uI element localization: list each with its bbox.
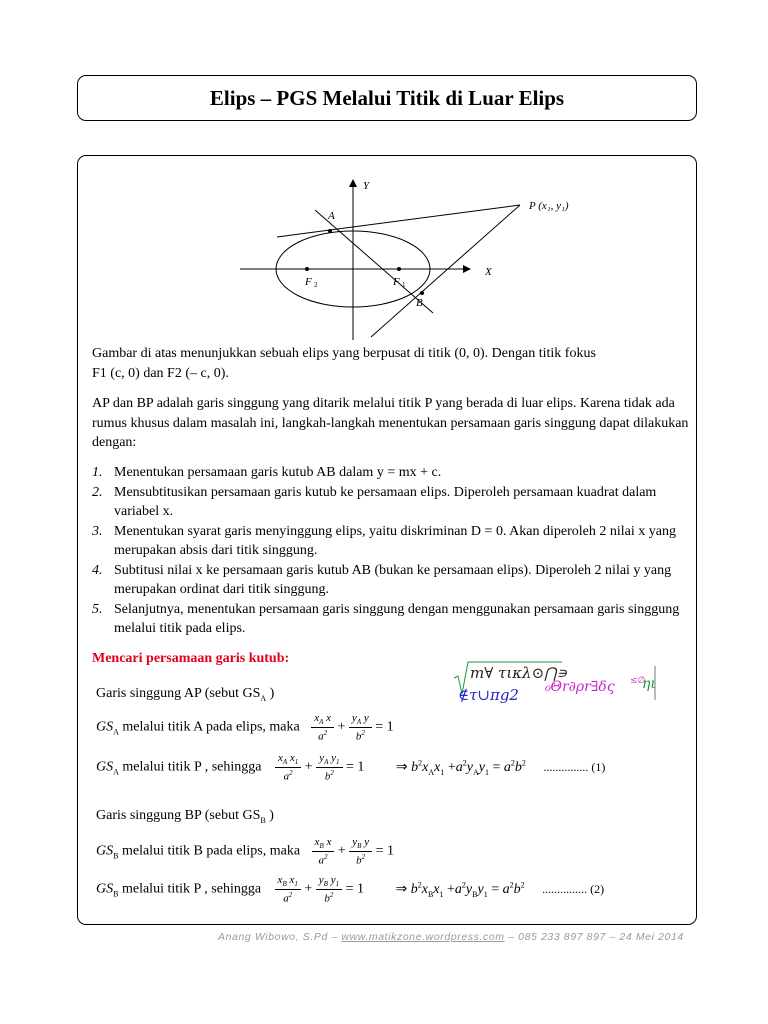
ap-intro: Garis singgung AP (sebut $GS_A$ )	[96, 686, 275, 703]
garbled-formula-image	[452, 658, 660, 704]
point-b	[420, 291, 424, 295]
list-item: 3. Menentukan syarat garis menyinggung elips, yaitu diskriminan D = 0. Akan diperoleh 2 nilai x yang merupakan absis dari titik singgung.	[92, 523, 676, 558]
label-b: B	[416, 297, 423, 309]
bp-line-1: $GS_B$ melalui titik B pada elips, maka $\frac{x_B x}{a^2}$ + $\frac{y_B y}{b^2}$ = 1	[96, 836, 394, 867]
bp-intro: Garis singgung BP (sebut $GS_B$ )	[96, 808, 274, 825]
label-y: Y	[363, 180, 370, 192]
intro-paragraph	[92, 344, 692, 383]
svg-text:≤∅: ≤∅	[630, 676, 646, 686]
label-f1-sub: 1	[402, 281, 406, 289]
ap-line-1: $GS_A$ melalui titik A pada elips, maka $\frac{x_A x}{a^2}$ + $\frac{y_A y}{b^2}$ = 1	[96, 712, 394, 743]
svg-text:m∀ τικλ⊙⋂∍: m∀ τικλ⊙⋂∍	[470, 664, 568, 682]
section-heading: Mencari persamaan garis kutub:	[92, 651, 290, 666]
point-a	[328, 229, 332, 233]
label-a: A	[328, 210, 335, 222]
tangent-ap	[277, 205, 520, 237]
list-item: 2. Mensubtitusikan persamaan garis kutub ke persamaan elips. Diperoleh persamaan kuadrat dalam variabel x.	[92, 484, 657, 519]
label-x: X	[485, 266, 492, 278]
ap-line-2: $GS_A$ melalui titik P , sehingga $\frac{x_A x_1}{a^2}$ + $\frac{y_A y_1}{b^2}$ = 1 ⇒ $b^2x_Ax_1 +a^2y_Ay_1 = a^2b^2$ ............... (1)	[96, 752, 606, 783]
svg-text:ηι: ηι	[642, 676, 656, 692]
footer: Anang Wibowo, S.Pd – www.matikzone.wordpress.com – 085 233 897 897 – 24 Mei 2014	[218, 931, 684, 943]
ellipse-figure	[235, 175, 569, 345]
tangent-bp	[371, 205, 520, 337]
y-axis-arrow	[349, 179, 357, 187]
label-f2-sub: 2	[314, 281, 318, 289]
focus-f1	[397, 267, 401, 271]
list-item: 4. Subtitusi nilai x ke persamaan garis kutub AB (bukan ke persamaan elips). Diperoleh 2 nilai y yang merupakan ordinat dari titik singgung.	[92, 562, 672, 597]
x-axis-arrow	[463, 265, 471, 273]
intro-line-1: Gambar di atas menunjukkan sebuah elips yang berpusat di titik (0, 0). Dengan titik fokus	[92, 346, 596, 361]
page-title: Elips – PGS Melalui Titik di Luar Elips	[209, 85, 565, 110]
intro-line-2: F1 (c, 0) dan F2 (– c, 0).	[92, 365, 229, 381]
svg-text:∉τ∪πg2: ∉τ∪πg2	[458, 686, 519, 704]
tangent-paragraph: AP dan BP adalah garis singgung yang ditarik melalui titik P yang berada di luar elips. Karena tidak ada rumus khusus dalam masalah ini, langkah-langkah menentukan persamaan garis singgung dapat dilakukan dengan:	[92, 396, 689, 450]
list-item: 5. Selanjutnya, menentukan persamaan garis singgung dengan menggunakan persamaan garis singgung melalui titik pada elips.	[92, 601, 680, 636]
footer-link[interactable]: www.matikzone.wordpress.com	[341, 931, 505, 943]
steps-list	[92, 463, 692, 639]
label-f2: F	[305, 276, 312, 288]
bp-line-2: $GS_B$ melalui titik P , sehingga $\frac{x_B x_1}{a^2}$ + $\frac{y_B y_1}{b^2}$ = 1 ⇒ $b^2x_Bx_1 +a^2y_By_1 = a^2b^2$ ............... (2)	[96, 874, 605, 905]
label-f1: F	[393, 276, 400, 288]
svg-text:ℴΘr∂ρr∃δς: ℴΘr∂ρr∃δς	[544, 679, 615, 695]
label-p: P (x₁, y₁)	[529, 200, 569, 212]
focus-f2	[305, 267, 309, 271]
list-item: 1. Menentukan persamaan garis kutub AB dalam y = mx + c.	[92, 465, 442, 480]
title-box	[77, 75, 697, 121]
